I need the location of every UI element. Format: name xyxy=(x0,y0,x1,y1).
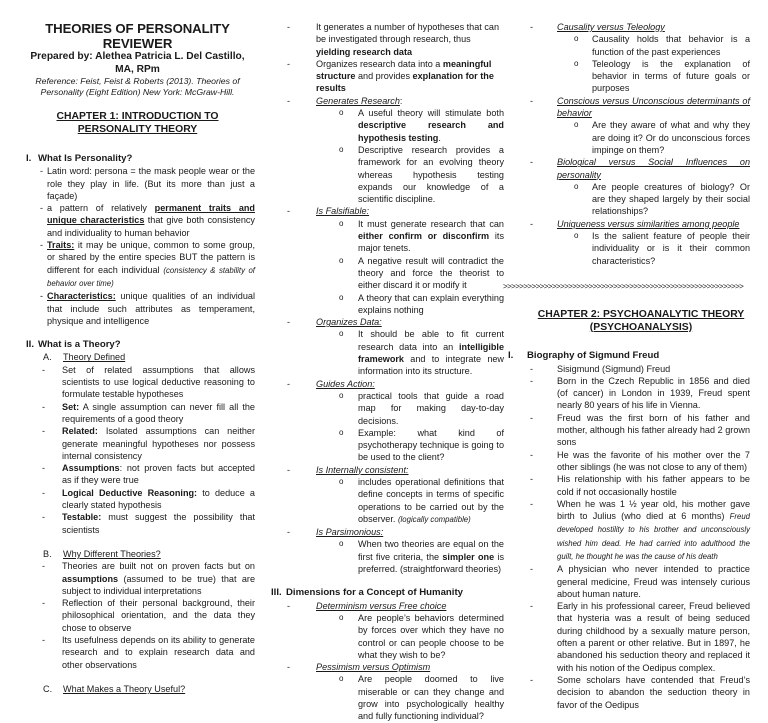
list-item: - Testable: must suggest the possibility that scientists xyxy=(42,512,255,535)
circle-bullet-icon: o xyxy=(574,34,579,44)
criterion-heading xyxy=(282,526,504,538)
list-item xyxy=(532,181,750,218)
column-3 xyxy=(503,0,750,711)
list-item xyxy=(532,563,750,600)
section-heading xyxy=(508,350,750,362)
dimension-heading xyxy=(532,156,750,181)
dash-icon: - xyxy=(530,449,534,460)
subsection-heading: C. What Makes a Theory Useful? xyxy=(43,683,186,694)
item-text: includes operational definitions that define concepts in terms of specific operations to be carried out by the observer. xyxy=(358,476,504,524)
item-text: Is the salient feature of people their individuality or is it their common characteristics? xyxy=(592,231,750,266)
item-text: Are people’s behaviors determined by forces over which they have no control or can people choose to be what they wish to be? xyxy=(358,612,504,660)
chapter-2-title: CHAPTER 2: PSYCHOANALYTIC THEORY (PSYCHOANALYSIS) xyxy=(537,309,745,333)
circle-bullet-icon: o xyxy=(574,181,579,191)
item-bold: intelligible framework xyxy=(358,341,504,365)
section-heading xyxy=(20,153,255,165)
circle-bullet-icon: o xyxy=(339,539,344,549)
dash-icon: - xyxy=(42,512,46,523)
section-number: III. xyxy=(271,587,282,599)
item-note: (logically compatible) xyxy=(397,514,471,524)
item-bold: either confirm or disconfirm xyxy=(358,231,490,242)
dash-icon: - xyxy=(530,157,534,168)
item-text: its major tenets. xyxy=(358,231,504,254)
criterion-suffix: : xyxy=(399,95,403,106)
item-text: A useful theory will stimulate both xyxy=(358,108,504,119)
dash-icon: - xyxy=(42,401,46,412)
item-bold: simpler one xyxy=(442,551,495,562)
dash-icon: - xyxy=(287,206,291,217)
dash-icon: - xyxy=(42,364,46,375)
dimension-heading xyxy=(532,21,750,33)
item-bold: descriptive research and hypothesis testing xyxy=(358,120,504,143)
item-text: Example: what kind of psychotherapy technique is going to be used to the client? xyxy=(358,427,504,463)
item-note: Freud developed hostility to his brother and unconsciously wished him dead. He had carried into adulthood the guilt, he thought he was the cause of his death xyxy=(557,512,750,561)
item-text: Causality holds that behavior is a function of the past experiences xyxy=(592,34,750,57)
dash-icon: - xyxy=(287,378,291,389)
item-text: Freud was the first born of his father and mother, although his father already had 2 grown sons xyxy=(557,412,750,448)
dash-icon: - xyxy=(530,601,534,612)
item-text: practical tools that guide a road map for making day-to-day decisions. xyxy=(358,390,504,426)
dash-icon: - xyxy=(287,95,291,106)
list-item xyxy=(532,33,750,58)
dash-icon: - xyxy=(530,95,534,106)
dash-icon: - xyxy=(287,58,291,69)
list-item: - Organizes research data into a meaningful structure and provides explanation for the results xyxy=(287,58,494,94)
item-text: A physician who never intended to practice general medicine, Freud was intensely curious about human nature. xyxy=(557,564,750,599)
item-text: Are people creatures of biology? Or are they shaped largely by their social relationships? xyxy=(592,181,750,217)
subsection-heading: A. Theory Defined xyxy=(43,352,126,363)
dimension-heading xyxy=(532,218,750,230)
item-text: It should be able to fit current research data into an xyxy=(358,329,504,352)
criterion-heading xyxy=(282,378,504,390)
list-item xyxy=(532,230,750,267)
item-text: Are people doomed to live miserable or can they change and grow into psychologically healthy and fully functioning individual? xyxy=(358,674,504,722)
list-item xyxy=(282,292,504,317)
item-text: Descriptive research provides a framework for an evolving theory whereas hypothesis testing expands our knowledge of a scientific discipline. xyxy=(358,144,504,205)
circle-bullet-icon: o xyxy=(339,476,344,486)
dimension-heading xyxy=(532,95,750,120)
dimension-title: Uniqueness versus similarities among people xyxy=(557,218,740,229)
list-item xyxy=(282,538,504,575)
list-item: - Characteristics: unique qualities of an individual that include such attributes as temperament, physique and intelligence xyxy=(40,291,255,326)
dimension-title: Biological versus Social Influences on personality xyxy=(557,157,750,180)
list-item xyxy=(532,674,750,711)
list-item: - Theories are built not on proven facts but on assumptions (assumed to be true) that are subject to individual interpretations xyxy=(42,561,255,596)
list-item: - Latin word: persona = the mask people wear or the role they play in life. (But its more than just a façade) xyxy=(40,166,255,201)
list-item xyxy=(282,673,504,722)
dash-icon: - xyxy=(287,662,291,673)
dash-icon: - xyxy=(287,600,291,611)
section-title: Biography of Sigmund Freud xyxy=(527,350,660,362)
list-item: - Reflection of their personal background, their philosophical orientation, and the data they chose to observe xyxy=(42,598,255,633)
dash-icon: - xyxy=(42,426,46,437)
section-heading xyxy=(20,339,255,351)
dash-icon: - xyxy=(530,474,534,485)
list-item xyxy=(532,498,750,563)
circle-bullet-icon: o xyxy=(339,427,344,437)
section-heading xyxy=(271,587,504,599)
list-item xyxy=(532,449,750,474)
dash-icon: - xyxy=(287,527,291,538)
dash-icon: - xyxy=(530,564,534,575)
separator-line: >>>>>>>>>>>>>>>>>>>>>>>>>>>>>>>>>>>>>>>>>>>>>>>>>>>>>>>>>>> xyxy=(503,281,744,291)
section-number: I. xyxy=(26,153,32,164)
item-text: Born in the Czech Republic in 1856 and died (of cancer) in London in 1939, Freud spent nearly 80 years of his life in Vienna. xyxy=(557,375,750,411)
item-text: A theory that can explain everything explains nothing xyxy=(358,292,504,315)
dash-icon: - xyxy=(287,22,291,32)
criterion-title: Organizes Data: xyxy=(316,317,382,328)
reference: Reference: Feist, Feist & Roberts (2013). Theories of Personality (Eight Edition) New York: McGraw-Hill. xyxy=(35,76,240,97)
list-item xyxy=(532,375,750,412)
list-item: - Its usefulness depends on its ability to generate research and to explain research data and other observations xyxy=(42,634,255,670)
circle-bullet-icon: o xyxy=(574,120,579,130)
list-item: - Logical Deductive Reasoning: to deduce a clearly stated hypothesis xyxy=(42,487,255,511)
section-title: Dimensions for a Concept of Humanity xyxy=(286,587,463,599)
item-text: A negative result will contradict the theory and force the theorist to either discard it or modify it xyxy=(358,255,504,291)
item-text: He was the favorite of his mother over the 7 other siblings (he was not close to any of them) xyxy=(557,449,750,472)
circle-bullet-icon: o xyxy=(339,108,344,118)
list-item xyxy=(282,328,504,377)
criterion-title: Is Internally consistent: xyxy=(316,464,409,475)
item-text: . xyxy=(438,132,441,143)
item-text: Are they aware of what and why they are doing it? Or do unconscious forces impinge on them? xyxy=(592,120,750,155)
dash-icon: - xyxy=(287,317,291,328)
dash-icon: - xyxy=(42,487,46,498)
circle-bullet-icon: o xyxy=(339,674,344,684)
list-item: - Related: Isolated assumptions can neither generate meaningful hypotheses nor possess internal consistency xyxy=(42,426,255,461)
section-title: What Is Personality? xyxy=(38,153,133,164)
circle-bullet-icon: o xyxy=(339,218,344,228)
column-1 xyxy=(20,0,255,695)
list-item xyxy=(282,144,504,205)
criterion-title: Is Parsimonious: xyxy=(316,527,384,538)
dimension-title: Conscious versus Unconscious determinants of behavior xyxy=(557,95,750,119)
circle-bullet-icon: o xyxy=(339,255,344,265)
dimension-title: Pessimism versus Optimism xyxy=(316,662,431,673)
dash-icon: - xyxy=(530,218,534,229)
criterion-title: Guides Action: xyxy=(316,378,375,389)
list-item xyxy=(282,427,504,464)
circle-bullet-icon: o xyxy=(339,292,344,302)
item-text: and to integrate new information into its structure. xyxy=(358,354,504,377)
dash-icon: - xyxy=(530,674,534,685)
dimensions-list xyxy=(532,21,750,267)
dimensions-list xyxy=(282,600,504,723)
list-item xyxy=(282,476,504,526)
list-item: - Traits: it may be unique, common to some group, or shared by the entire species BUT the pattern is different for each individual (consistency & stability of behavior over time) xyxy=(40,240,255,288)
dimension-title: Causality versus Teleology xyxy=(557,22,665,32)
chapter-1-title: CHAPTER 1: INTRODUCTION TO PERSONALITY THEORY xyxy=(56,111,219,135)
criterion-heading xyxy=(282,464,504,476)
dash-icon: - xyxy=(287,464,291,475)
circle-bullet-icon: o xyxy=(339,612,344,622)
list-item xyxy=(282,107,504,144)
column-2 xyxy=(271,0,504,723)
document-title: THEORIES OF PERSONALITY REVIEWER xyxy=(45,21,230,51)
criterion-heading xyxy=(282,205,504,217)
circle-bullet-icon: o xyxy=(339,144,344,154)
dash-icon: - xyxy=(42,463,46,474)
item-text: Teleology is the explanation of behavior in terms of future goals or purposes xyxy=(592,58,750,94)
subsection-heading: B. Why Different Theories? xyxy=(43,548,161,559)
list-item xyxy=(532,412,750,449)
item-text: It must generate research that can xyxy=(358,218,504,229)
circle-bullet-icon: o xyxy=(574,58,579,68)
list-item: - Assumptions: not proven facts but accepted as if they were true xyxy=(42,463,255,486)
list-item: - Set of related assumptions that allows scientists to use logical deductive reasoning to formulate testable hypotheses xyxy=(42,364,255,400)
criterion-title: Generates Research xyxy=(316,95,400,106)
dash-icon: - xyxy=(40,291,44,302)
list-item xyxy=(532,363,750,375)
list-item xyxy=(282,218,504,255)
list-item: - a pattern of relatively permanent traits and unique characteristics that give both consistency and individuality to human behavior xyxy=(40,203,255,238)
item-text: His relationship with his father appears to be cold if not occasionally hostile xyxy=(557,474,750,497)
dash-icon: - xyxy=(530,363,534,374)
list-item xyxy=(532,119,750,156)
dash-icon: - xyxy=(40,203,44,214)
list-item xyxy=(282,255,504,292)
list-item xyxy=(532,600,750,674)
circle-bullet-icon: o xyxy=(339,390,344,400)
dash-icon: - xyxy=(530,498,534,509)
criteria-list xyxy=(282,95,504,576)
dash-icon: - xyxy=(530,375,534,386)
dash-icon: - xyxy=(42,634,46,645)
item-text: is preferred. (straightforward theories) xyxy=(358,551,504,575)
item-text: Some scholars have contended that Freud’s decision to abandon the seduction theory in favor of the Oedipus xyxy=(557,674,750,710)
item-text: Early in his professional career, Freud believed that hysteria was a result of being seduced during childhood by a sexually mature person, often a parent or other relative. But in 1897, he abandoned his seduction theory and replaced it with his notion of the Oedipus complex. xyxy=(557,601,750,673)
dimension-heading xyxy=(282,661,504,673)
dash-icon: - xyxy=(530,412,534,423)
section-title: What is a Theory? xyxy=(38,339,121,351)
list-item: - Set: A single assumption can never fill all the requirements of a good theory xyxy=(42,401,255,424)
list-item: - It generates a number of hypotheses that can be investigated through research, thus yielding research data xyxy=(287,22,500,57)
prepared-by: Prepared by: Alethea Patricia L. Del Castillo, MA, RPm xyxy=(30,51,245,75)
circle-bullet-icon: o xyxy=(574,231,579,241)
dash-icon: - xyxy=(42,561,46,572)
criterion-title: Is Falsifiable: xyxy=(316,206,370,217)
item-text: Sisigmund (Sigmund) Freud xyxy=(557,363,671,374)
section-number: II. xyxy=(26,339,34,351)
item-text: When two theories are equal on the first five criteria, the xyxy=(358,539,504,562)
dash-icon: - xyxy=(40,240,44,251)
dimension-title: Determinism versus Free choice xyxy=(316,600,447,611)
dash-icon: - xyxy=(40,166,44,177)
item-text: When he was 1 ½ year old, his mother gave birth to Julius (who died at 6 months) xyxy=(557,498,750,522)
dash-icon: - xyxy=(42,598,46,609)
biography-list xyxy=(532,363,750,711)
list-item xyxy=(532,473,750,498)
list-item xyxy=(282,612,504,661)
dimension-heading xyxy=(282,600,504,612)
list-item xyxy=(532,58,750,95)
criterion-heading xyxy=(282,95,504,107)
list-item xyxy=(282,390,504,427)
circle-bullet-icon: o xyxy=(339,329,344,339)
criterion-heading xyxy=(282,316,504,328)
section-number: I. xyxy=(508,350,514,362)
dash-icon: - xyxy=(530,22,534,32)
